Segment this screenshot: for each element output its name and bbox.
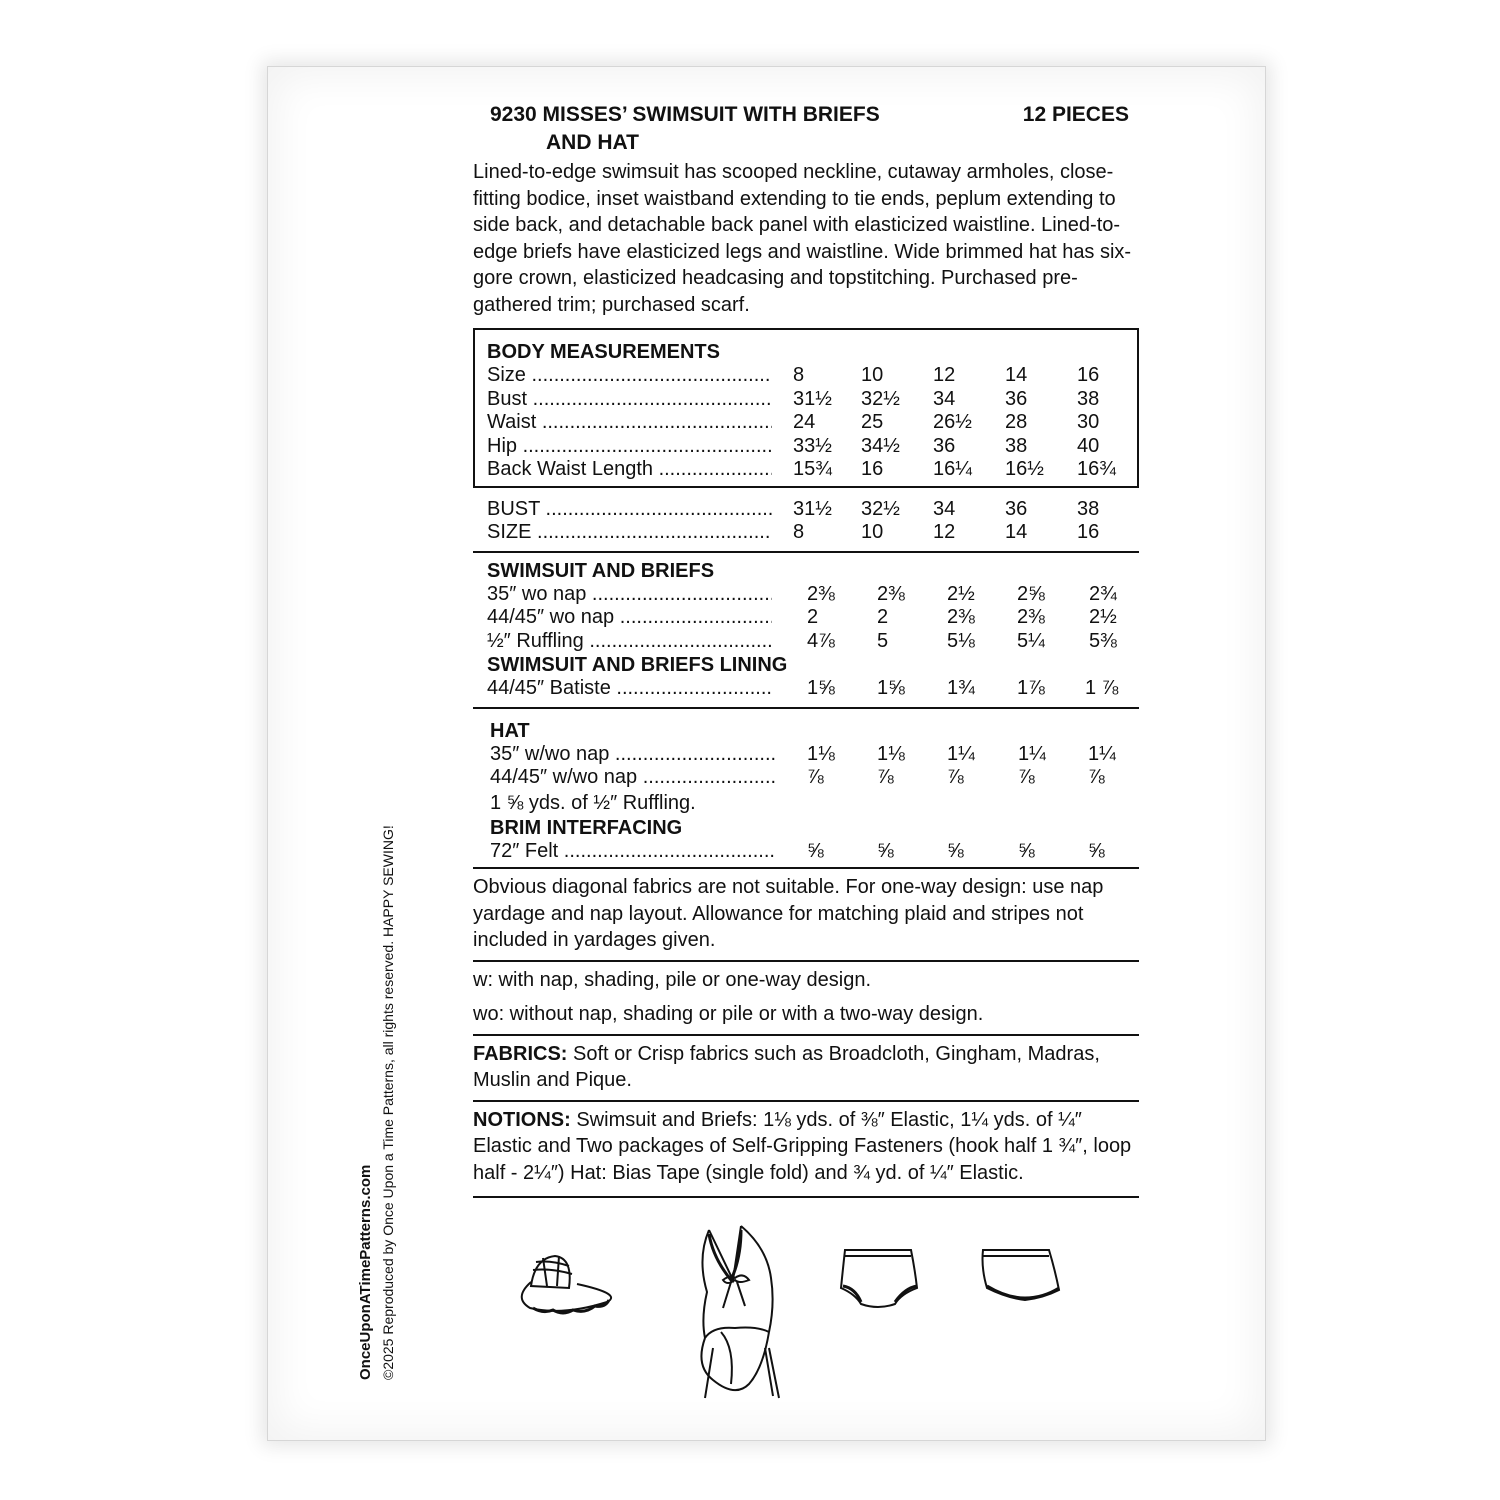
row-value: 2⅜ <box>877 582 905 605</box>
row-value: 34½ <box>861 434 900 457</box>
row-value: ⅝ <box>1018 839 1035 862</box>
row-value: 8 <box>793 521 805 543</box>
row-value: 15¾ <box>793 458 832 480</box>
row-value: ⅞ <box>947 766 964 788</box>
row-value: 2½ <box>947 582 975 605</box>
measurement-row <box>487 411 1125 435</box>
row-value: 2⅜ <box>807 582 835 605</box>
row-value: 2⅝ <box>1017 582 1045 605</box>
row-value: 34 <box>933 497 956 520</box>
row-label: 35″ wo nap ..... <box>487 583 772 607</box>
row-value: 5 <box>877 629 889 652</box>
row-value: 1⅞ <box>1017 677 1045 699</box>
pattern-title: 9230 MISSES’ SWIMSUIT WITH BRIEFS <box>490 103 880 126</box>
row-value: 5⅛ <box>947 629 975 652</box>
row-value: 36 <box>1005 497 1028 520</box>
row-value: 10 <box>861 521 884 543</box>
row-value: 36 <box>1005 387 1028 410</box>
row-value: 1⅛ <box>877 742 905 765</box>
wo-note: wo: without nap, shading or pile or with a two-way design. <box>473 1003 984 1025</box>
row-value: 24 <box>793 411 816 433</box>
pattern-content <box>473 103 1139 1408</box>
row-value: 2½ <box>1089 606 1117 628</box>
row-value: 38 <box>1005 434 1028 457</box>
row-value: 2 <box>807 606 819 628</box>
row-value: ⅝ <box>947 839 964 862</box>
fabrics-note <box>473 1036 1139 1100</box>
row-value: 1¼ <box>947 742 975 765</box>
measurement-row <box>490 840 1139 864</box>
row-label: 44/45″ Batiste ..... <box>487 677 772 701</box>
measurement-row <box>487 606 1139 630</box>
row-label: Waist ..... <box>487 411 772 435</box>
row-value: 31½ <box>793 497 832 520</box>
briefs-front-drawing <box>841 1250 917 1307</box>
copyright-text: ©2025 Reproduced by Once Upon a Time Patterns, all rights reserved. HAPPY SEWING! <box>380 825 396 1380</box>
row-value: 8 <box>793 364 805 386</box>
row-value: 16¼ <box>933 458 972 480</box>
measurement-row <box>487 388 1125 412</box>
row-value: 16 <box>1077 364 1100 386</box>
row-value: 31½ <box>793 387 832 410</box>
bust-size-block <box>473 488 1139 551</box>
measurement-rows <box>487 364 1125 482</box>
row-label: Back Waist Length ..... <box>487 458 772 482</box>
row-value: 33½ <box>793 434 832 457</box>
notions-note <box>473 1102 1139 1197</box>
body-measurements-box <box>473 328 1139 488</box>
row-value: 2¾ <box>1089 582 1117 605</box>
row-label: Size ..... <box>487 364 772 388</box>
measurement-row <box>487 435 1125 459</box>
row-value: 2⅜ <box>947 606 975 628</box>
swimsuit-block <box>473 553 1139 707</box>
measurement-row <box>487 364 1125 388</box>
pattern-description: Lined-to-edge swimsuit has scooped neckline, cutaway armholes, close-fitting bodice, inset waistband extending to tie ends, peplum extending to side back, and detachable back panel with elasticized waistline. Lined-to-edge briefs have elasticized legs and waistline. Wide brimmed hat has six-gore crown, elasticized headcasing and topstitching. Purchased pre-gathered trim; purchased scarf. <box>473 161 1132 316</box>
row-label: Bust ..... <box>487 388 772 412</box>
briefs-back-drawing <box>983 1250 1060 1300</box>
section-title: SWIMSUIT AND BRIEFS <box>487 559 715 582</box>
row-value: 4⅞ <box>807 629 835 652</box>
row-value: 1⅝ <box>877 677 905 699</box>
hat-rows <box>490 743 1139 790</box>
row-label: Hip ..... <box>487 435 772 459</box>
measurement-row <box>490 743 1139 767</box>
row-label: 44/45″ w/wo nap ..... <box>490 766 775 790</box>
hat-block <box>473 709 1139 868</box>
notions-text: Swimsuit and Briefs: 1⅛ yds. of ⅜″ Elastic, 1¼ yds. of ¼″ Elastic and Two packages of Self-Gripping Fasteners (hook half 1 ¾″, loop half - 2¼″) Hat: Bias Tape (single fold) and ¾ yd. of ¼″ Elastic. <box>473 1108 1132 1184</box>
row-value: 1⅝ <box>807 677 835 699</box>
row-value: 16¾ <box>1077 458 1116 480</box>
row-value: ⅞ <box>1018 766 1035 788</box>
row-value: 14 <box>1005 364 1028 386</box>
measurement-row <box>487 583 1139 607</box>
lining-rows <box>487 677 1139 701</box>
row-value: 38 <box>1077 387 1100 410</box>
fabrics-text: Soft or Crisp fabrics such as Broadcloth, Gingham, Madras, Muslin and Pique. <box>473 1042 1100 1091</box>
section-title: HAT <box>490 719 530 742</box>
row-label: SIZE ..... <box>487 521 772 545</box>
row-value: 1¼ <box>1018 742 1046 765</box>
row-label: 35″ w/wo nap ..... <box>490 743 775 767</box>
row-value: 25 <box>861 411 884 433</box>
row-label: 44/45″ wo nap ..... <box>487 606 772 630</box>
fabrics-label: FABRICS: <box>473 1042 568 1065</box>
website-text: OnceUponATimePatterns.com <box>357 1164 374 1380</box>
row-value: 1¾ <box>947 677 975 699</box>
row-value: 34 <box>933 387 956 410</box>
row-value: ⅝ <box>877 839 894 862</box>
row-value: 12 <box>933 364 956 386</box>
section-title: BRIM INTERFACING <box>490 816 683 839</box>
row-value: 26½ <box>933 411 972 433</box>
row-label: BUST ..... <box>487 498 772 522</box>
row-value: ⅞ <box>1088 766 1105 788</box>
ruffling-note: 1 ⅝ yds. of ½″ Ruffling. <box>490 791 696 814</box>
row-value: 10 <box>861 364 884 386</box>
garment-drawings <box>473 1198 1139 1408</box>
row-value: 2 <box>877 606 889 628</box>
pattern-header <box>473 103 1139 159</box>
row-value: 5¼ <box>1017 629 1045 652</box>
measurement-row <box>487 458 1125 482</box>
row-value: ⅝ <box>1088 839 1105 862</box>
measurement-row <box>487 630 1139 654</box>
pattern-title-line2: AND HAT <box>546 131 639 154</box>
measurement-row <box>490 766 1139 790</box>
row-value: 28 <box>1005 411 1028 433</box>
row-value: 5⅜ <box>1089 629 1117 652</box>
row-value: 40 <box>1077 434 1100 457</box>
row-value: 1 ⅞ <box>1085 677 1119 699</box>
measurement-row <box>487 677 1139 701</box>
row-value: ⅞ <box>877 766 894 788</box>
bust-size-rows <box>487 498 1139 545</box>
row-value: 14 <box>1005 521 1028 543</box>
swimsuit-rows <box>487 583 1139 654</box>
measurement-row <box>487 498 1139 522</box>
row-value: ⅞ <box>807 766 824 788</box>
garment-illustrations <box>473 1198 1139 1408</box>
hat-drawing <box>522 1256 611 1313</box>
row-value: 1⅛ <box>807 742 835 765</box>
row-value: 2⅜ <box>1017 606 1045 628</box>
row-value: 12 <box>933 521 956 543</box>
section-title: BODY MEASUREMENTS <box>487 341 720 363</box>
row-value: 36 <box>933 434 956 457</box>
notions-label: NOTIONS: <box>473 1108 571 1131</box>
row-value: 16 <box>1077 521 1100 543</box>
brim-rows <box>490 840 1139 864</box>
row-value: 1¼ <box>1088 742 1116 765</box>
row-value: 32½ <box>861 387 900 410</box>
row-label: ½″ Ruffling ..... <box>487 630 772 654</box>
row-value: 38 <box>1077 497 1100 520</box>
swimsuit-drawing <box>701 1226 779 1398</box>
section-title: SWIMSUIT AND BRIEFS LINING <box>487 654 788 676</box>
row-value: 30 <box>1077 411 1100 433</box>
vertical-sidebar <box>355 660 399 1380</box>
row-value: ⅝ <box>807 839 824 862</box>
w-note: w: with nap, shading, pile or one-way design. <box>473 968 872 991</box>
measurement-row <box>487 521 1139 545</box>
row-label: 72″ Felt ..... <box>490 840 775 864</box>
row-value: 16 <box>861 458 884 480</box>
pieces-count: 12 PIECES <box>1022 103 1129 126</box>
row-value: 32½ <box>861 497 900 520</box>
diagonal-note: Obvious diagonal fabrics are not suitable. For one-way design: use nap yardage and nap layout. Allowance for matching plaid and stripes not included in yardages given. <box>473 876 1104 951</box>
row-value: 16½ <box>1005 458 1044 480</box>
